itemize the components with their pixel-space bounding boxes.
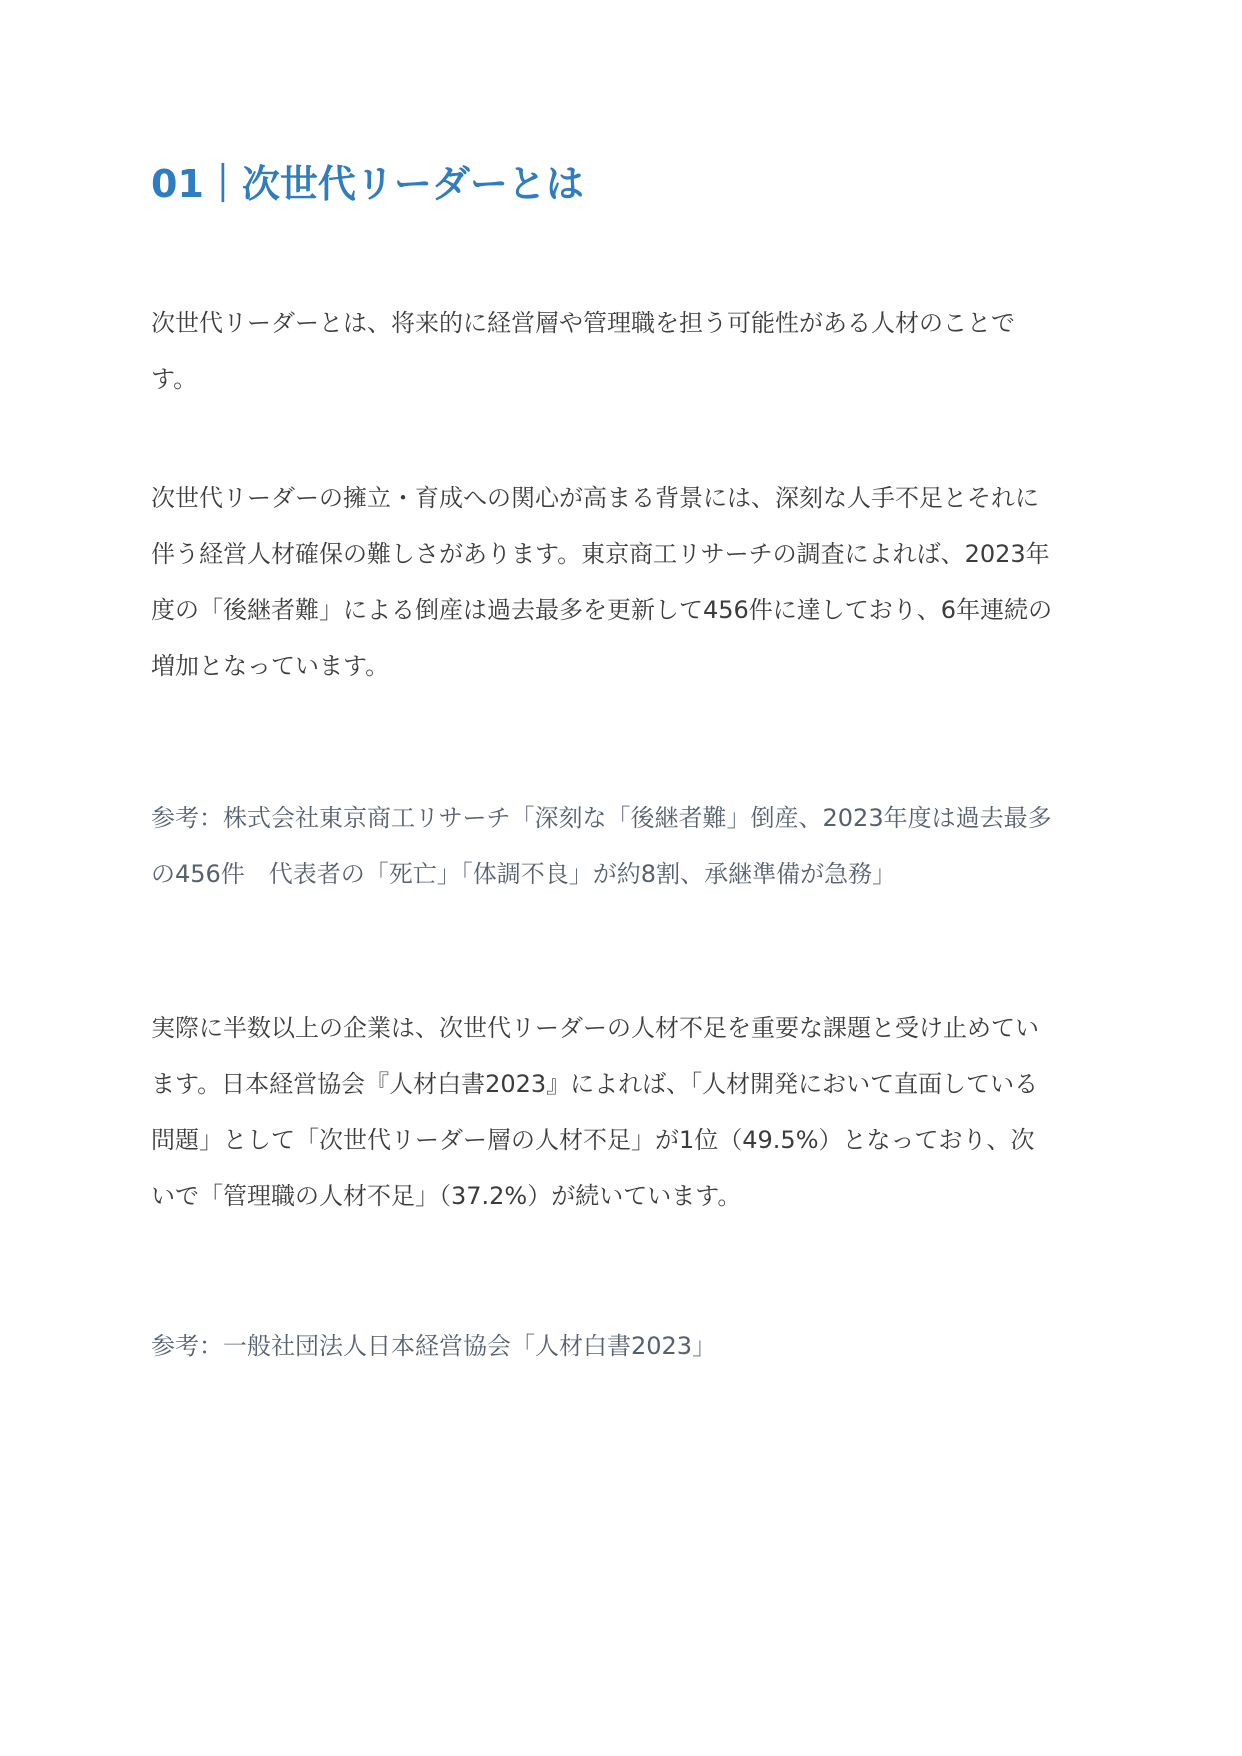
paragraph-definition: 次世代リーダーとは、将来的に経営層や管理職を担う可能性がある人材のことで す。 [151,309,1015,393]
reference-note-tsr: 参考：株式会社東京商工リサーチ「深刻な「後継者難」倒産、2023年度は過去最多 の456件 代表者の「死亡」「体調不良」が約8割、承継準備が急務」 [151,804,1052,888]
reference-note-jma: 参考：一般社団法人日本経営協会「人材白書2023」 [151,1332,717,1360]
paragraph-survey: 実際に半数以上の企業は、次世代リーダーの人材不足を重要な課題と受け止めてい ます。日本経営協会『人材白書2023』によれば、「人材開発において直面している 問題」として「次世代リーダー層の人材不足」が1位（49.5%）となっており、次 いで「管理職の人材不足」（37.2%）が続いています。 [151,1014,1039,1210]
paragraph-background: 次世代リーダーの擁立・育成への関心が高まる背景には、深刻な人手不足とそれに 伴う経営人材確保の難しさがあります。東京商工リサーチの調査によれば、2023年 度の「後継者難」による倒産は過去最多を更新して456件に達しており、6年連続の 増加となっています。 [151,484,1053,680]
section-heading: 01｜次世代リーダーとは [151,162,584,206]
